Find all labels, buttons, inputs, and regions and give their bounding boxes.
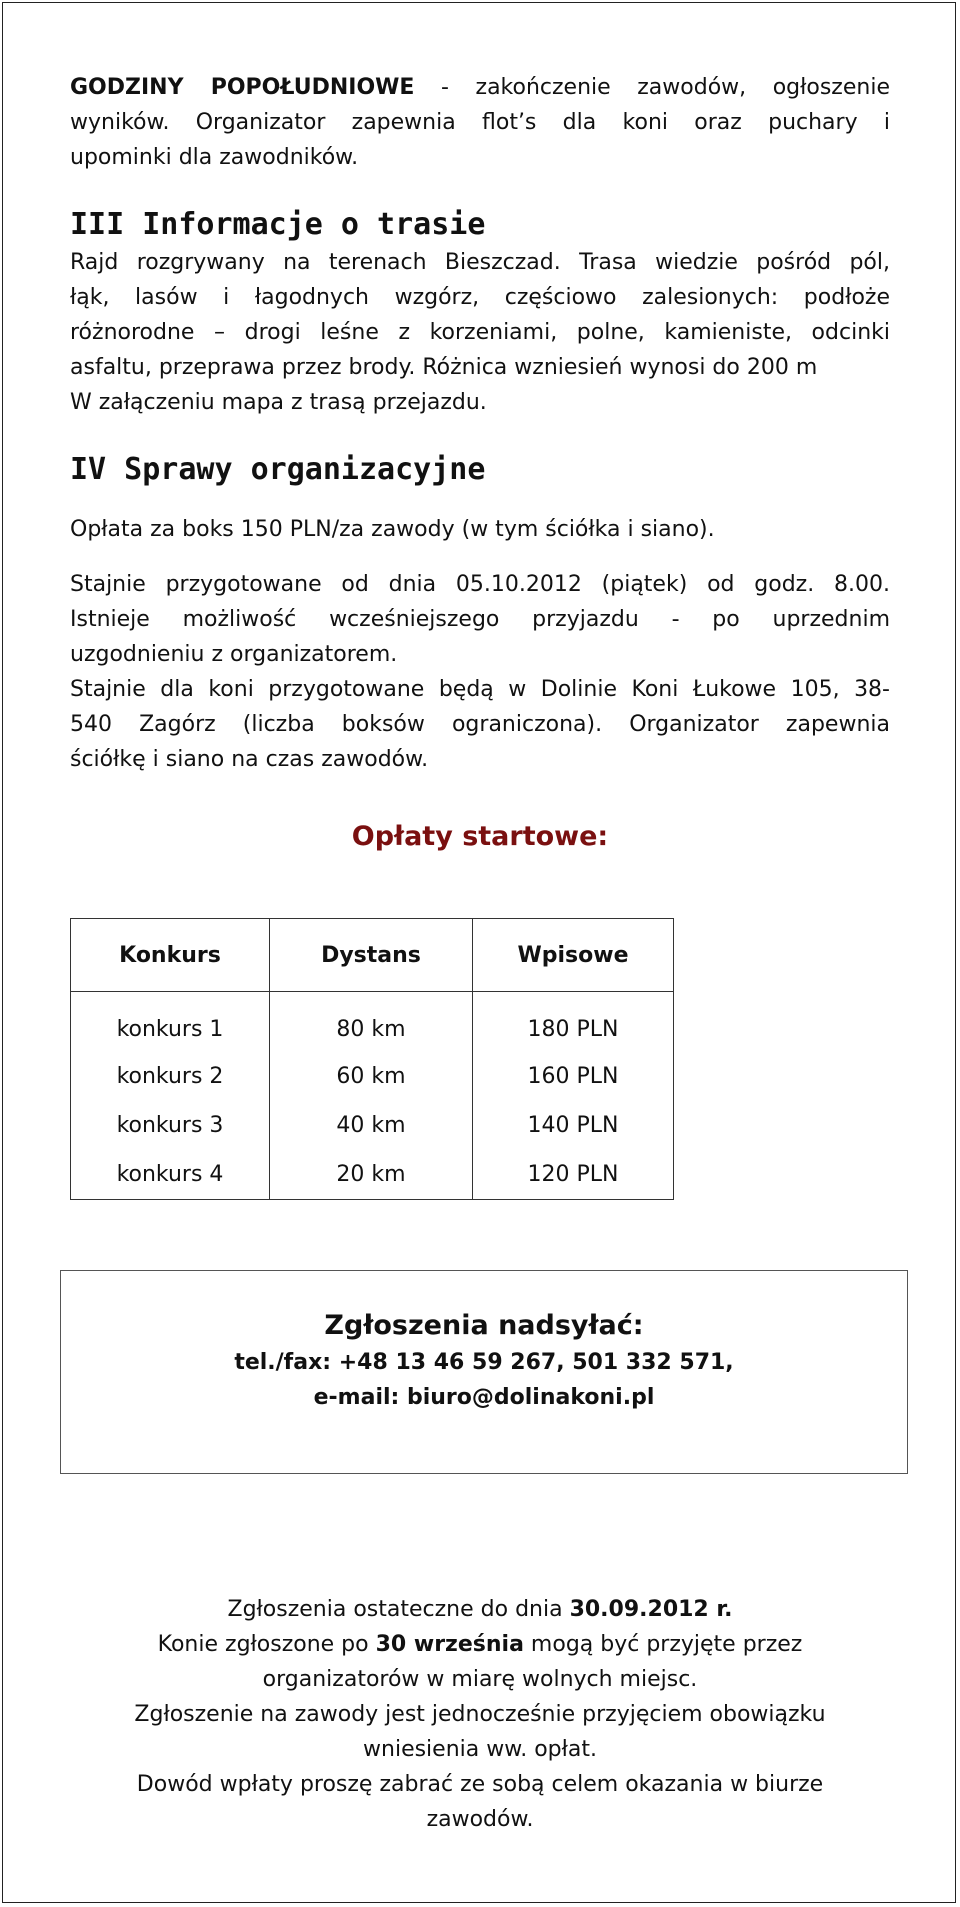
cell-konkurs: konkurs 2 [71, 1052, 270, 1101]
route-line-5: W załączeniu mapa z trasą przejazdu. [70, 390, 487, 415]
afternoon-line-3: upominki dla zawodników. [70, 145, 359, 170]
table-row [71, 1052, 674, 1101]
cell-wpisowe: 120 PLN [473, 1150, 674, 1200]
document-body [70, 70, 890, 854]
stable-line-3: uzgodnieniu z organizatorem. [70, 642, 398, 667]
header-wpisowe: Wpisowe [473, 919, 674, 992]
cell-wpisowe: 180 PLN [473, 992, 674, 1053]
late-line: Konie zgłoszone po 30 września mogą być przyjęte przez [157, 1632, 803, 1657]
final-line-5: wniesienia ww. opłat. [363, 1737, 597, 1762]
final-line-7: zawodów. [426, 1807, 534, 1832]
afternoon-label: GODZINY POPOŁUDNIOWE [70, 75, 415, 100]
header-konkurs: Konkurs [71, 919, 270, 992]
route-line-3: różnorodne – drogi leśne z korzeniami, polne, kamieniste, odcinki [70, 320, 890, 345]
stable-line-2: Istnieje możliwość wcześniejszego przyjazdu - po uprzednim [70, 607, 890, 632]
contact-phone: tel./fax: +48 13 46 59 267, 501 332 571, [234, 1350, 734, 1375]
contact-email: e-mail: biuro@dolinakoni.pl [313, 1385, 655, 1410]
contact-box [60, 1270, 908, 1474]
fees-table-header [71, 919, 674, 992]
cell-konkurs: konkurs 1 [71, 992, 270, 1053]
table-row [71, 992, 674, 1053]
table-row [71, 1101, 674, 1150]
final-line-3: organizatorów w miarę wolnych miejsc. [262, 1667, 698, 1692]
cell-dystans: 80 km [270, 992, 473, 1053]
cell-dystans: 60 km [270, 1052, 473, 1101]
cell-wpisowe: 160 PLN [473, 1052, 674, 1101]
deadline-line: Zgłoszenia ostateczne do dnia 30.09.2012 r. [227, 1597, 733, 1622]
cell-dystans: 40 km [270, 1101, 473, 1150]
final-notes [70, 1592, 890, 1837]
box-fee-line: Opłata za boks 150 PLN/za zawody (w tym ściółka i siano). [70, 517, 715, 542]
route-line-1: Rajd rozgrywany na terenach Bieszczad. Trasa wiedzie pośród pól, [70, 250, 890, 275]
afternoon-line-1: GODZINY POPOŁUDNIOWE - zakończenie zawodów, ogłoszenie [70, 75, 890, 100]
org-heading: IV Sprawy organizacyjne [70, 452, 486, 487]
fees-table [70, 918, 674, 1200]
stable-line-4: Stajnie dla koni przygotowane będą w Dolinie Koni Łukowe 105, 38- [70, 677, 890, 702]
table-row [71, 1150, 674, 1200]
stable-line-1: Stajnie przygotowane od dnia 05.10.2012 (piątek) od godz. 8.00. [70, 572, 890, 597]
deadline-date: 30.09.2012 r. [569, 1597, 733, 1622]
final-line-4: Zgłoszenie na zawody jest jednocześnie przyjęciem obowiązku [134, 1702, 826, 1727]
late-date: 30 września [375, 1632, 524, 1657]
cell-konkurs: konkurs 3 [71, 1101, 270, 1150]
final-line-6: Dowód wpłaty proszę zabrać ze sobą celem okazania w biurze [136, 1772, 824, 1797]
cell-wpisowe: 140 PLN [473, 1101, 674, 1150]
afternoon-line-2: wyników. Organizator zapewnia flot’s dla koni oraz puchary i [70, 110, 890, 135]
stable-line-6: ściółkę i siano na czas zawodów. [70, 747, 429, 772]
route-line-4: asfaltu, przeprawa przez brody. Różnica wzniesień wynosi do 200 m [70, 355, 818, 380]
route-line-2: łąk, lasów i łagodnych wzgórz, częściowo zalesionych: podłoże [70, 285, 890, 310]
fees-title: Opłaty startowe: [351, 821, 609, 852]
contact-title: Zgłoszenia nadsyłać: [324, 1310, 644, 1341]
cell-dystans: 20 km [270, 1150, 473, 1200]
stable-line-5: 540 Zagórz (liczba boksów ograniczona). Organizator zapewnia [70, 712, 890, 737]
route-heading: III Informacje o trasie [70, 207, 486, 242]
cell-konkurs: konkurs 4 [71, 1150, 270, 1200]
header-dystans: Dystans [270, 919, 473, 992]
